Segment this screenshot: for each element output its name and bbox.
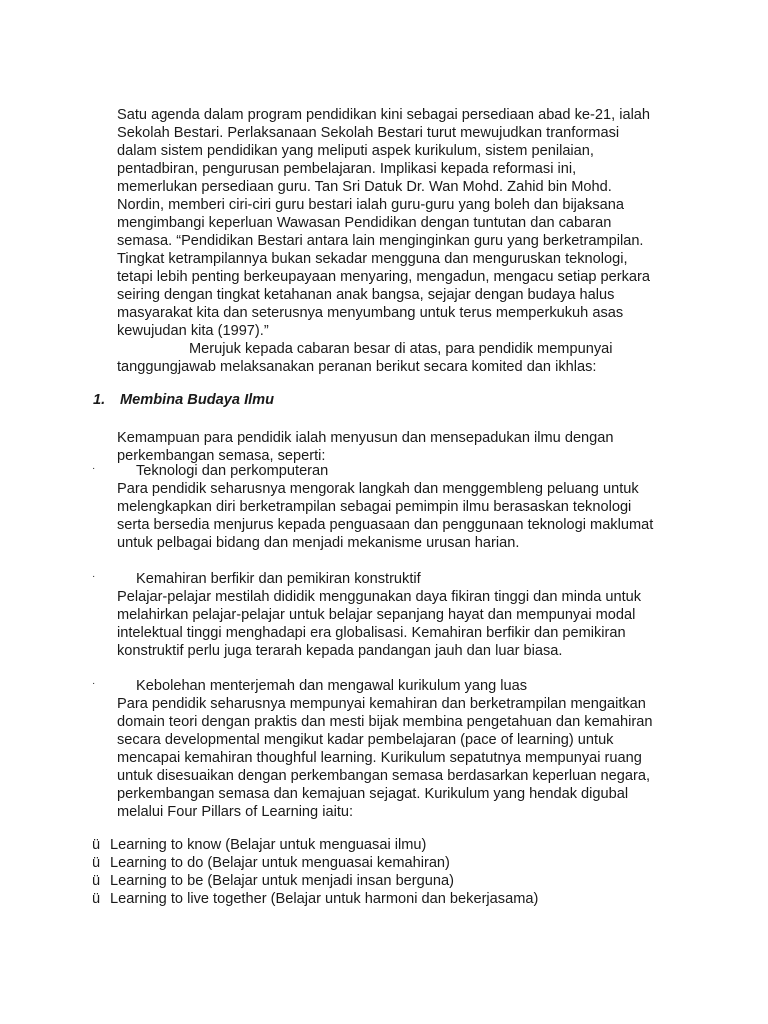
pillar-text: Learning to know (Belajar untuk menguasai ilmu) — [110, 837, 427, 853]
pillar-item — [92, 890, 538, 908]
intro-follow-up-paragraph: Merujuk kepada cabaran besar di atas, para pendidik mempunyai tanggungjawab melaksanakan peranan berikut secara komited dan ikhlas: — [117, 341, 613, 375]
bullet-icon: · — [92, 571, 96, 582]
checkmark-icon: ü — [92, 837, 101, 853]
bullet-item-body: Para pendidik seharusnya mempunyai kemahiran dan berketrampilan mengaitkan domain teori dengan praktis dan mesti bijak membina pengetahuan dan kemahiran secara developmental mengikut kadar pembelajaran (pace of learning) untuk mencapai kemahiran thoughful learning. Kurikulum sepatutnya mempunyai ruang untuk disesuaikan dengan perkembangan semasa berdasarkan keperluan negara, perkembangan semasa dan kemajuan sejagat. Kurikulum yang hendak digubal melalui Four Pillars of Learning iaitu: — [117, 696, 653, 820]
section-heading — [93, 391, 274, 409]
pillar-text: Learning to live together (Belajar untuk harmoni dan bekerjasama) — [110, 891, 539, 907]
pillar-text: Learning to do (Belajar untuk menguasai kemahiran) — [110, 855, 450, 871]
checkmark-icon: ü — [92, 873, 101, 889]
section-title: Membina Budaya Ilmu — [120, 392, 275, 408]
bullet-item-label: Teknologi dan perkomputeran — [136, 463, 329, 479]
section-lead-paragraph: Kemampuan para pendidik ialah menyusun dan mensepadukan ilmu dengan perkembangan semasa, seperti: — [117, 430, 614, 464]
checkmark-icon: ü — [92, 855, 101, 871]
pillar-item — [92, 872, 454, 890]
intro-paragraph: Satu agenda dalam program pendidikan kini sebagai persediaan abad ke-21, ialah Sekolah Bestari. Perlaksanaan Sekolah Bestari turut mewujudkan tranformasi dalam sistem pendidikan yang meliputi aspek kurikulum, sistem penilaian, pentadbiran, pengurusan pembelajaran. Implikasi kepada reformasi ini, memerlukan persediaan guru. Tan Sri Datuk Dr. Wan Mohd. Zahid bin Mohd. Nordin, memberi ciri-ciri guru bestari ialah guru-guru yang boleh dan bijaksana mengimbangi keperluan Wawasan Pendidikan dengan tuntutan dan cabaran semasa. “Pendidikan Bestari antara lain menginginkan guru yang berketrampilan. Tingkat ketrampilannya bukan sekadar mengguna dan menguruskan teknologi, tetapi lebih penting berkeupayaan menyaring, mengadun, mengacu setiap perkara seiring dengan tingkat ketahanan anak bangsa, sejajar dengan budaya halus masyarakat kita dan seterusnya menyumbang untuk terus memperkukuh asas kewujudan kita (1997).” — [117, 107, 651, 339]
bullet-item-label: Kebolehan menterjemah dan mengawal kurikulum yang luas — [136, 678, 528, 694]
pillar-text: Learning to be (Belajar untuk menjadi insan berguna) — [110, 873, 454, 889]
bullet-item-body: Pelajar-pelajar mestilah dididik menggunakan daya fikiran tinggi dan minda untuk melahirkan pelajar-pelajar untuk belajar sepanjang hayat dan mempunyai modal intelektual tinggi menghadapi era globalisasi. Kemahiran berfikir dan pemikiran konstruktif perlu juga terarah kepada pandangan jauh dan luar biasa. — [117, 589, 642, 659]
bullet-item-body: Para pendidik seharusnya mengorak langkah dan menggembleng peluang untuk melengkapkan diri berketrampilan sebagai pemimpin ilmu berasaskan teknologi serta bersedia menjurus kepada penguasaan dan penggunaan teknologi maklumat untuk pelbagai bidang dan menjadi mekanisme urusan harian. — [117, 481, 654, 551]
pillar-item — [92, 836, 426, 854]
pillar-item — [92, 854, 450, 872]
section-number: 1. — [93, 392, 106, 408]
checkmark-icon: ü — [92, 891, 101, 907]
bullet-icon: · — [92, 463, 96, 474]
bullet-item-label: Kemahiran berfikir dan pemikiran konstruktif — [136, 571, 421, 587]
bullet-icon: · — [92, 678, 96, 689]
